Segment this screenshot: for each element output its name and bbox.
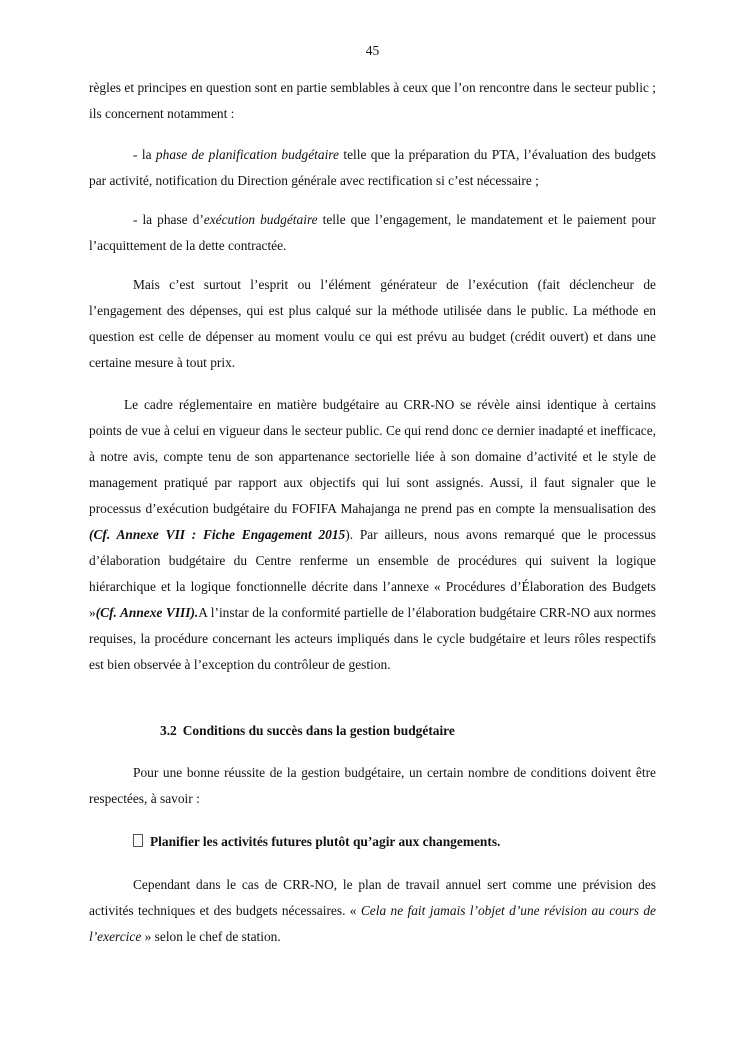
bullet-box-icon: [133, 834, 143, 847]
paragraph-success-conditions: Pour une bonne réussite de la gestion budgétaire, un certain nombre de conditions doivent être respectées, à savoir :: [89, 765, 656, 806]
emphasis-execution: exécution budgétaire: [203, 212, 318, 227]
section-number: 3.2: [160, 723, 177, 738]
paragraph-intro: règles et principes en question sont en partie semblables à ceux que l’on rencontre dans le secteur public ; ils concernent notamment :: [89, 80, 656, 121]
bullet-item: [133, 832, 500, 852]
paragraph-planning-phase: - la phase de planification budgétaire telle que la préparation du PTA, l’évaluation des budgets par activité, notification du Direction générale avec rectification si c’est nécessaire ;: [89, 147, 656, 188]
paragraph-execution-phase: - la phase d’exécution budgétaire telle que l’engagement, le mandatement et le paiement pour l’acquittement de la dette contractée.: [89, 212, 656, 253]
quote-station-chief: Cela ne fait jamais l’objet d’une révision au cours de l’exercice: [89, 903, 656, 944]
section-title: Conditions du succès dans la gestion budgétaire: [182, 723, 455, 738]
bullet-text: Planifier les activités futures plutôt qu’agir aux changements.: [150, 834, 501, 849]
reference-annexe-viii: (Cf. Annexe VIII).: [95, 605, 199, 620]
reference-annexe-vii: (Cf. Annexe VII : Fiche Engagement 2015: [89, 527, 346, 542]
emphasis-planning: phase de planification budgétaire: [155, 147, 339, 162]
paragraph-regulatory-framework: Le cadre réglementaire en matière budgétaire au CRR-NO se révèle ainsi identique à certains points de vue à celui en vigueur dans le secteur public. Ce qui rend donc ce dernier inadapté et inefficace, à notre avis, compte tenu de son appartenance sectorielle liée à son domaine d’activité et le style de management pratiqué par rapport aux objectifs qui lui sont assignés. Aussi, il faut signaler que le processus d’exécution budgétaire du FOFIFA Mahajanga ne prend pas en compte la mensualisation des (Cf. Annexe VII : Fiche Engagement 2015). Par ailleurs, nous avons remarqué que le processus d’élaboration budgétaire du Centre renferme un ensemble de procédures qui suivent la logique hiérarchique et la logique fonctionnelle décrite dans l’annexe « Procédures d’Élaboration des Budgets »(Cf. Annexe VIII).A l’instar de la conformité partielle de l’élaboration budgétaire CRR-NO aux normes requises, la procédure concernant les acteurs impliqués dans le cycle budgétaire et leurs rôles respectifs est bien observée à l’exception du contrôleur de gestion.: [89, 397, 656, 672]
paragraph-execution-spirit: Mais c’est surtout l’esprit ou l’élément générateur de l’exécution (fait déclencheur de l’engagement des dépenses, qui est plus calqué sur la méthode utilisée dans le public. La méthode en question est celle de dépenser au moment voulu ce qui est prévu au budget (crédit ouvert) et dans une certaine mesure à tout prix.: [89, 277, 656, 370]
paragraph-annual-plan: Cependant dans le cas de CRR-NO, le plan de travail annuel sert comme une prévision des activités techniques et des budgets nécessaires. « Cela ne fait jamais l’objet d’une révision au cours de l’exercice » selon le chef de station.: [89, 877, 656, 944]
page-number: 45: [365, 43, 380, 58]
section-heading: [160, 721, 455, 741]
